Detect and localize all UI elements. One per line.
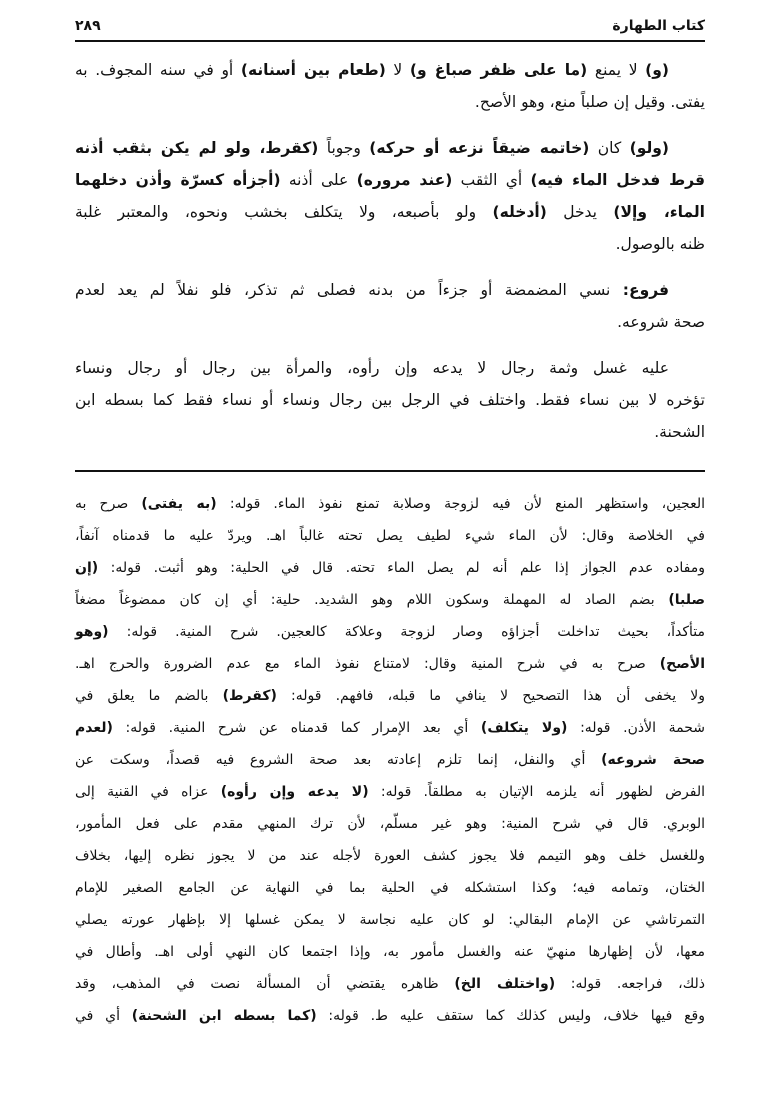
text-segment: وجوباً: [318, 139, 370, 157]
text-segment: في الخلاصة وقال: لأن الماء شيء لطيف يصل تحته غالباً اهـ. ويردّ عليه ما قدمناه آنفاً،: [75, 528, 705, 544]
bold-matn-text: الماء، وإلا): [613, 203, 705, 221]
text-segment: لا يمنع: [587, 61, 646, 79]
text-line: [75, 274, 705, 306]
bold-matn-text: صحة شروعه): [601, 752, 705, 768]
text-segment: كان: [589, 139, 630, 157]
bold-matn-text: (أجزأه كسرّة وأذن دخلهما: [75, 171, 281, 189]
main-text: [75, 54, 705, 462]
text-segment: معها، لأن إظهارها منهيّ عنه والغسل مأمور به، وإذا اجتمعا كان النهي أولى اهـ. وأطال في: [75, 944, 705, 960]
text-line: [75, 936, 705, 968]
text-segment: الفرض لظهور أنه يلزمه الإتيان به مطلقاً. قوله:: [368, 784, 706, 800]
text-line: [75, 352, 705, 384]
bold-matn-text: (كقرط، ولو لم يكن بثقب أذنه: [75, 139, 319, 157]
text-line: [75, 520, 705, 552]
text-segment: على أذنه: [280, 171, 357, 189]
page-number: ٢٨٩: [75, 18, 101, 34]
bold-matn-text: (و): [645, 61, 669, 79]
bold-matn-text: (به يفتى): [141, 496, 217, 512]
text-segment: الشحنة.: [654, 423, 705, 441]
bold-matn-text: (ولا يتكلف): [480, 720, 568, 736]
bold-matn-text: قرط فدخل الماء فيه): [530, 171, 705, 189]
text-segment: الوبري. قال في شرح المنية: وهو غير مسلّم، لأن ترك المنهي مقدم على فعل المأمور،: [75, 816, 705, 832]
bold-matn-text: (عند مروره): [356, 171, 453, 189]
bold-matn-text: (كقرط): [222, 688, 277, 704]
text-line: [75, 488, 705, 520]
bold-matn-text: الأصح): [659, 656, 705, 672]
text-segment: صرح به: [75, 496, 142, 512]
text-line: [75, 416, 705, 448]
bold-matn-text: (لا يدعه وإن رأوه): [220, 784, 369, 800]
bold-matn-text: (ولو): [629, 139, 670, 157]
text-segment: الختان، وتمامه فيه؛ وكذا استشكله في الحلية بما في النهاية عن الجامع الصغير للإمام: [75, 880, 705, 896]
text-segment: نسي المضمضة أو جزءاً من بدنه فصلى ثم تذكر، فلو نفلاً لم يعد لعدم: [75, 281, 623, 299]
running-header: [75, 14, 705, 40]
bold-matn-text: (واختلف الخ): [454, 976, 556, 992]
text-segment: ذلك، فراجعه. قوله:: [555, 976, 705, 992]
bold-matn-text: فروع:: [622, 281, 669, 299]
text-line: [75, 680, 705, 712]
paragraph: [75, 132, 705, 260]
text-segment: صحة شروعه.: [617, 313, 705, 331]
paragraph: [75, 54, 705, 118]
bold-matn-text: (لعدم: [75, 720, 113, 736]
text-line: [75, 552, 705, 584]
text-line: [75, 904, 705, 936]
text-segment: التمرتاشي عن الإمام البقالي: لو كان عليه نجاسة لا يمكن غسلها إلا بإظهار عورته يصلي: [75, 912, 705, 928]
bold-matn-text: (أدخله): [492, 203, 547, 221]
footnote-separator: [75, 470, 705, 472]
text-segment: ولو بأصبعه، ولا يتكلف بخشب ونحوه، والمعتبر غلبة: [75, 203, 493, 221]
text-segment: شحمة الأذن. قوله:: [567, 720, 705, 736]
text-line: [75, 54, 705, 86]
chapter-title: كتاب الطهارة: [612, 18, 705, 34]
text-segment: صرح به في شرح المنية وقال: لامتناع نفوذ الماء مع عدم الضرورة والحرج اهـ.: [75, 656, 660, 672]
text-line: [75, 872, 705, 904]
bold-matn-text: (خاتمه ضيقاً نزعه أو حركه): [369, 139, 590, 157]
text-line: [75, 86, 705, 118]
text-line: [75, 196, 705, 228]
text-segment: أو في سنه المجوف. به: [75, 61, 241, 79]
bold-matn-text: (كما بسطه ابن الشحنة): [131, 1008, 317, 1024]
bold-matn-text: (ما على ظفر صباغ و): [409, 61, 588, 79]
text-segment: أي والنفل، إنما تلزم إعادته بعد صحة الشروع فيه قصداً، وسكت عن: [75, 752, 602, 768]
text-line: [75, 584, 705, 616]
text-segment: أي في: [75, 1008, 132, 1024]
text-segment: يفتى. وقيل إن صلباً منع، وهو الأصح.: [474, 93, 705, 111]
text-line: [75, 744, 705, 776]
text-segment: ولا يخفى أن هذا التصحيح لا ينافي ما قبله، فافهم. قوله:: [276, 688, 705, 704]
text-line: [75, 306, 705, 338]
text-line: [75, 1000, 705, 1032]
text-segment: العجين، واستظهر المنع لأن فيه لزوجة وصلابة تمنع نفوذ الماء. قوله:: [216, 496, 705, 512]
text-segment: تؤخره لا بين نساء فقط. واختلف في الرجل بين رجال ونساء أو نساء فقط كما بسطه ابن: [75, 391, 705, 409]
bold-matn-text: صلبا): [668, 592, 705, 608]
text-segment: ومفاده عدم الجواز إذا علم أنه لم يصل الماء تحته. قال في الحلية: وهو أثبت. قوله:: [98, 560, 705, 576]
paragraph: [75, 352, 705, 448]
text-line: [75, 164, 705, 196]
text-segment: يدخل: [546, 203, 614, 221]
text-line: [75, 228, 705, 260]
footnotes: [75, 488, 705, 1032]
text-line: [75, 132, 705, 164]
text-segment: أي بعد الإمرار كما قدمناه عن شرح المنية. قوله:: [112, 720, 481, 736]
text-segment: لا: [385, 61, 410, 79]
text-line: [75, 840, 705, 872]
bold-matn-text: (وهو: [75, 624, 109, 640]
text-line: [75, 776, 705, 808]
text-segment: أي الثقب: [452, 171, 531, 189]
text-segment: ظنه بالوصول.: [615, 235, 705, 253]
header-rule: [75, 40, 705, 42]
text-line: [75, 648, 705, 680]
bold-matn-text: (طعام بين أسنانه): [240, 61, 386, 79]
text-line: [75, 968, 705, 1000]
text-line: [75, 384, 705, 416]
text-line: [75, 808, 705, 840]
text-segment: عزاه في القنية إلى: [75, 784, 221, 800]
text-line: [75, 712, 705, 744]
text-segment: متأكداً، بحيث تداخلت أجزاؤه وصار لزوجة وعلاكة كالعجين. شرح المنية. قوله:: [108, 624, 705, 640]
text-segment: وقع فيها خلاف، وليس كذلك كما ستقف عليه ط. قوله:: [316, 1008, 705, 1024]
text-segment: بالضم ما يعلق في: [75, 688, 223, 704]
text-segment: ظاهره يقتضي أن المسألة نصت في المذهب، وقد: [75, 976, 455, 992]
text-segment: عليه غسل وثمة رجال لا يدعه وإن رأوه، والمرأة بين رجال أو رجال ونساء: [75, 359, 669, 377]
bold-matn-text: (إن: [75, 560, 99, 576]
paragraph: [75, 274, 705, 338]
text-line: [75, 616, 705, 648]
text-segment: وللغسل خلف وهو التيمم فلا يجوز كشف العورة لأجله عند من لا يجوز نظره إليها، بخلاف: [75, 848, 705, 864]
text-segment: بضم الصاد له المهملة وسكون اللام وهو الشديد. حلية: أي إن كان ممضوغاً مضغاً: [75, 592, 669, 608]
